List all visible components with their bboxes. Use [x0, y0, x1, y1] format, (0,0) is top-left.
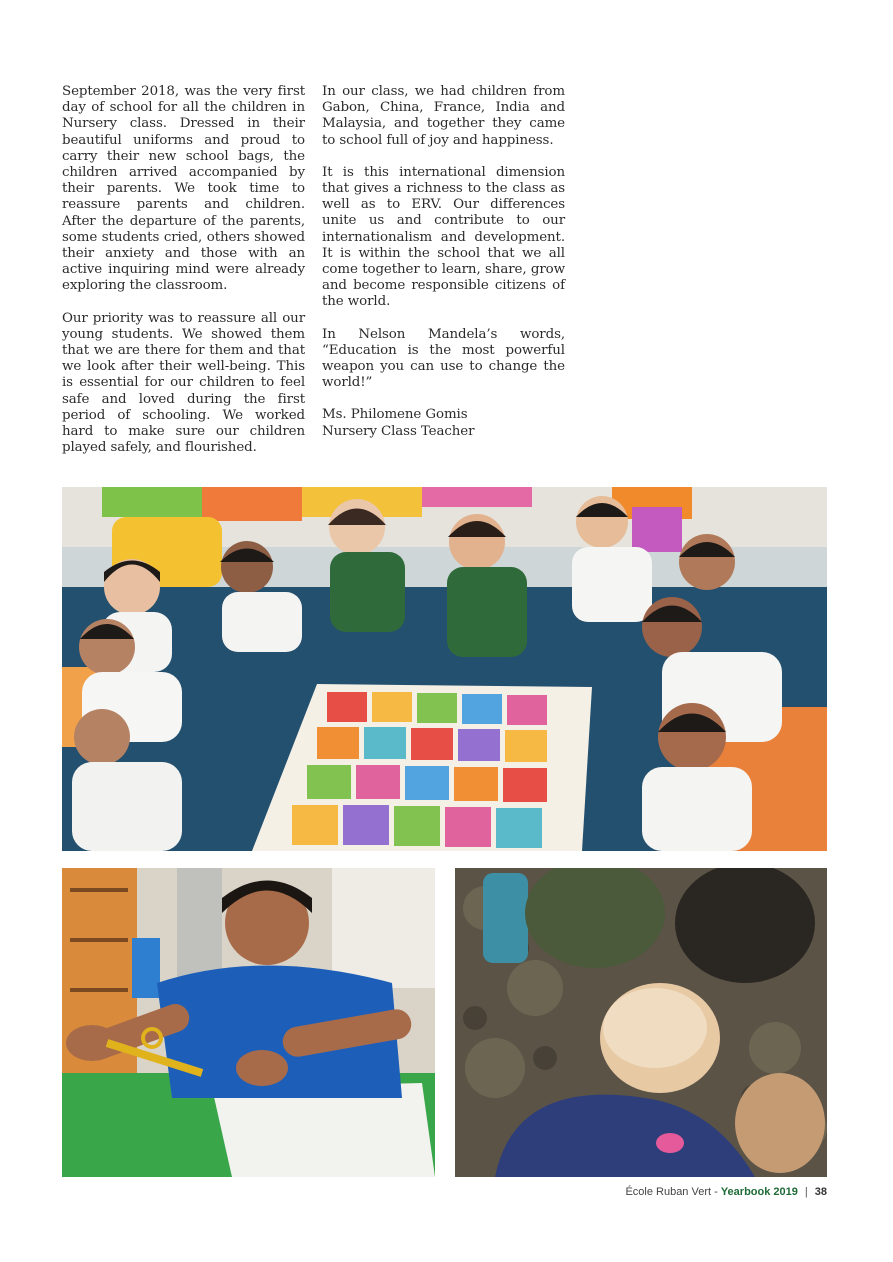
- paragraph-countries: In our class, we had children from Gabon, China, France, India and Malaysia, and together they came to school full of joy and happiness.: [322, 84, 565, 148]
- photo-children-outdoor-from-above: [455, 868, 827, 1177]
- signature-name: Ms. Philomene Gomis: [322, 407, 468, 423]
- paragraph-priority: Our priority was to reassure all our young students. We showed them that we are there for them and that we look after their well-being. This is essential for our children to feel safe and loved during the first period of schooling. We worked hard to make sure our children played safely, and flourished.: [62, 310, 305, 456]
- footer-publication: Yearbook 2019: [720, 1186, 798, 1198]
- paragraph-first-day: September 2018, was the very first day of school for all the children in Nursery class. Dressed in their beautiful uniforms and proud to carry their new school bags, the children arrived accompanied by their parents. We took time to reassure parents and children. After the departure of the parents, some students cried, others showed their anxiety and those with an active inquiring mind were already exploring the classroom.: [62, 84, 305, 294]
- footer-separator: |: [804, 1186, 808, 1198]
- photo-boy-cutting-paper: [62, 868, 435, 1177]
- signature-title: Nursery Class Teacher: [322, 423, 475, 439]
- article-column-left: [62, 84, 305, 472]
- footer-school-name: École Ruban Vert -: [625, 1186, 721, 1198]
- page-footer: [625, 1186, 827, 1198]
- paragraph-mandela-quote: In Nelson Mandela’s words, “Education is the most powerful weapon you can use to change the world!”: [322, 326, 565, 391]
- page-number: 38: [814, 1186, 827, 1198]
- article-column-right: [322, 84, 565, 440]
- photo-children-alphabet-puzzle: [62, 487, 827, 851]
- paragraph-international: It is this international dimension that gives a richness to the class as well as to ERV. Our differences unite us and contribute to our internationalism and development. It is within the school that we all come together to learn, share, grow and become responsible citizens of the world.: [322, 164, 565, 310]
